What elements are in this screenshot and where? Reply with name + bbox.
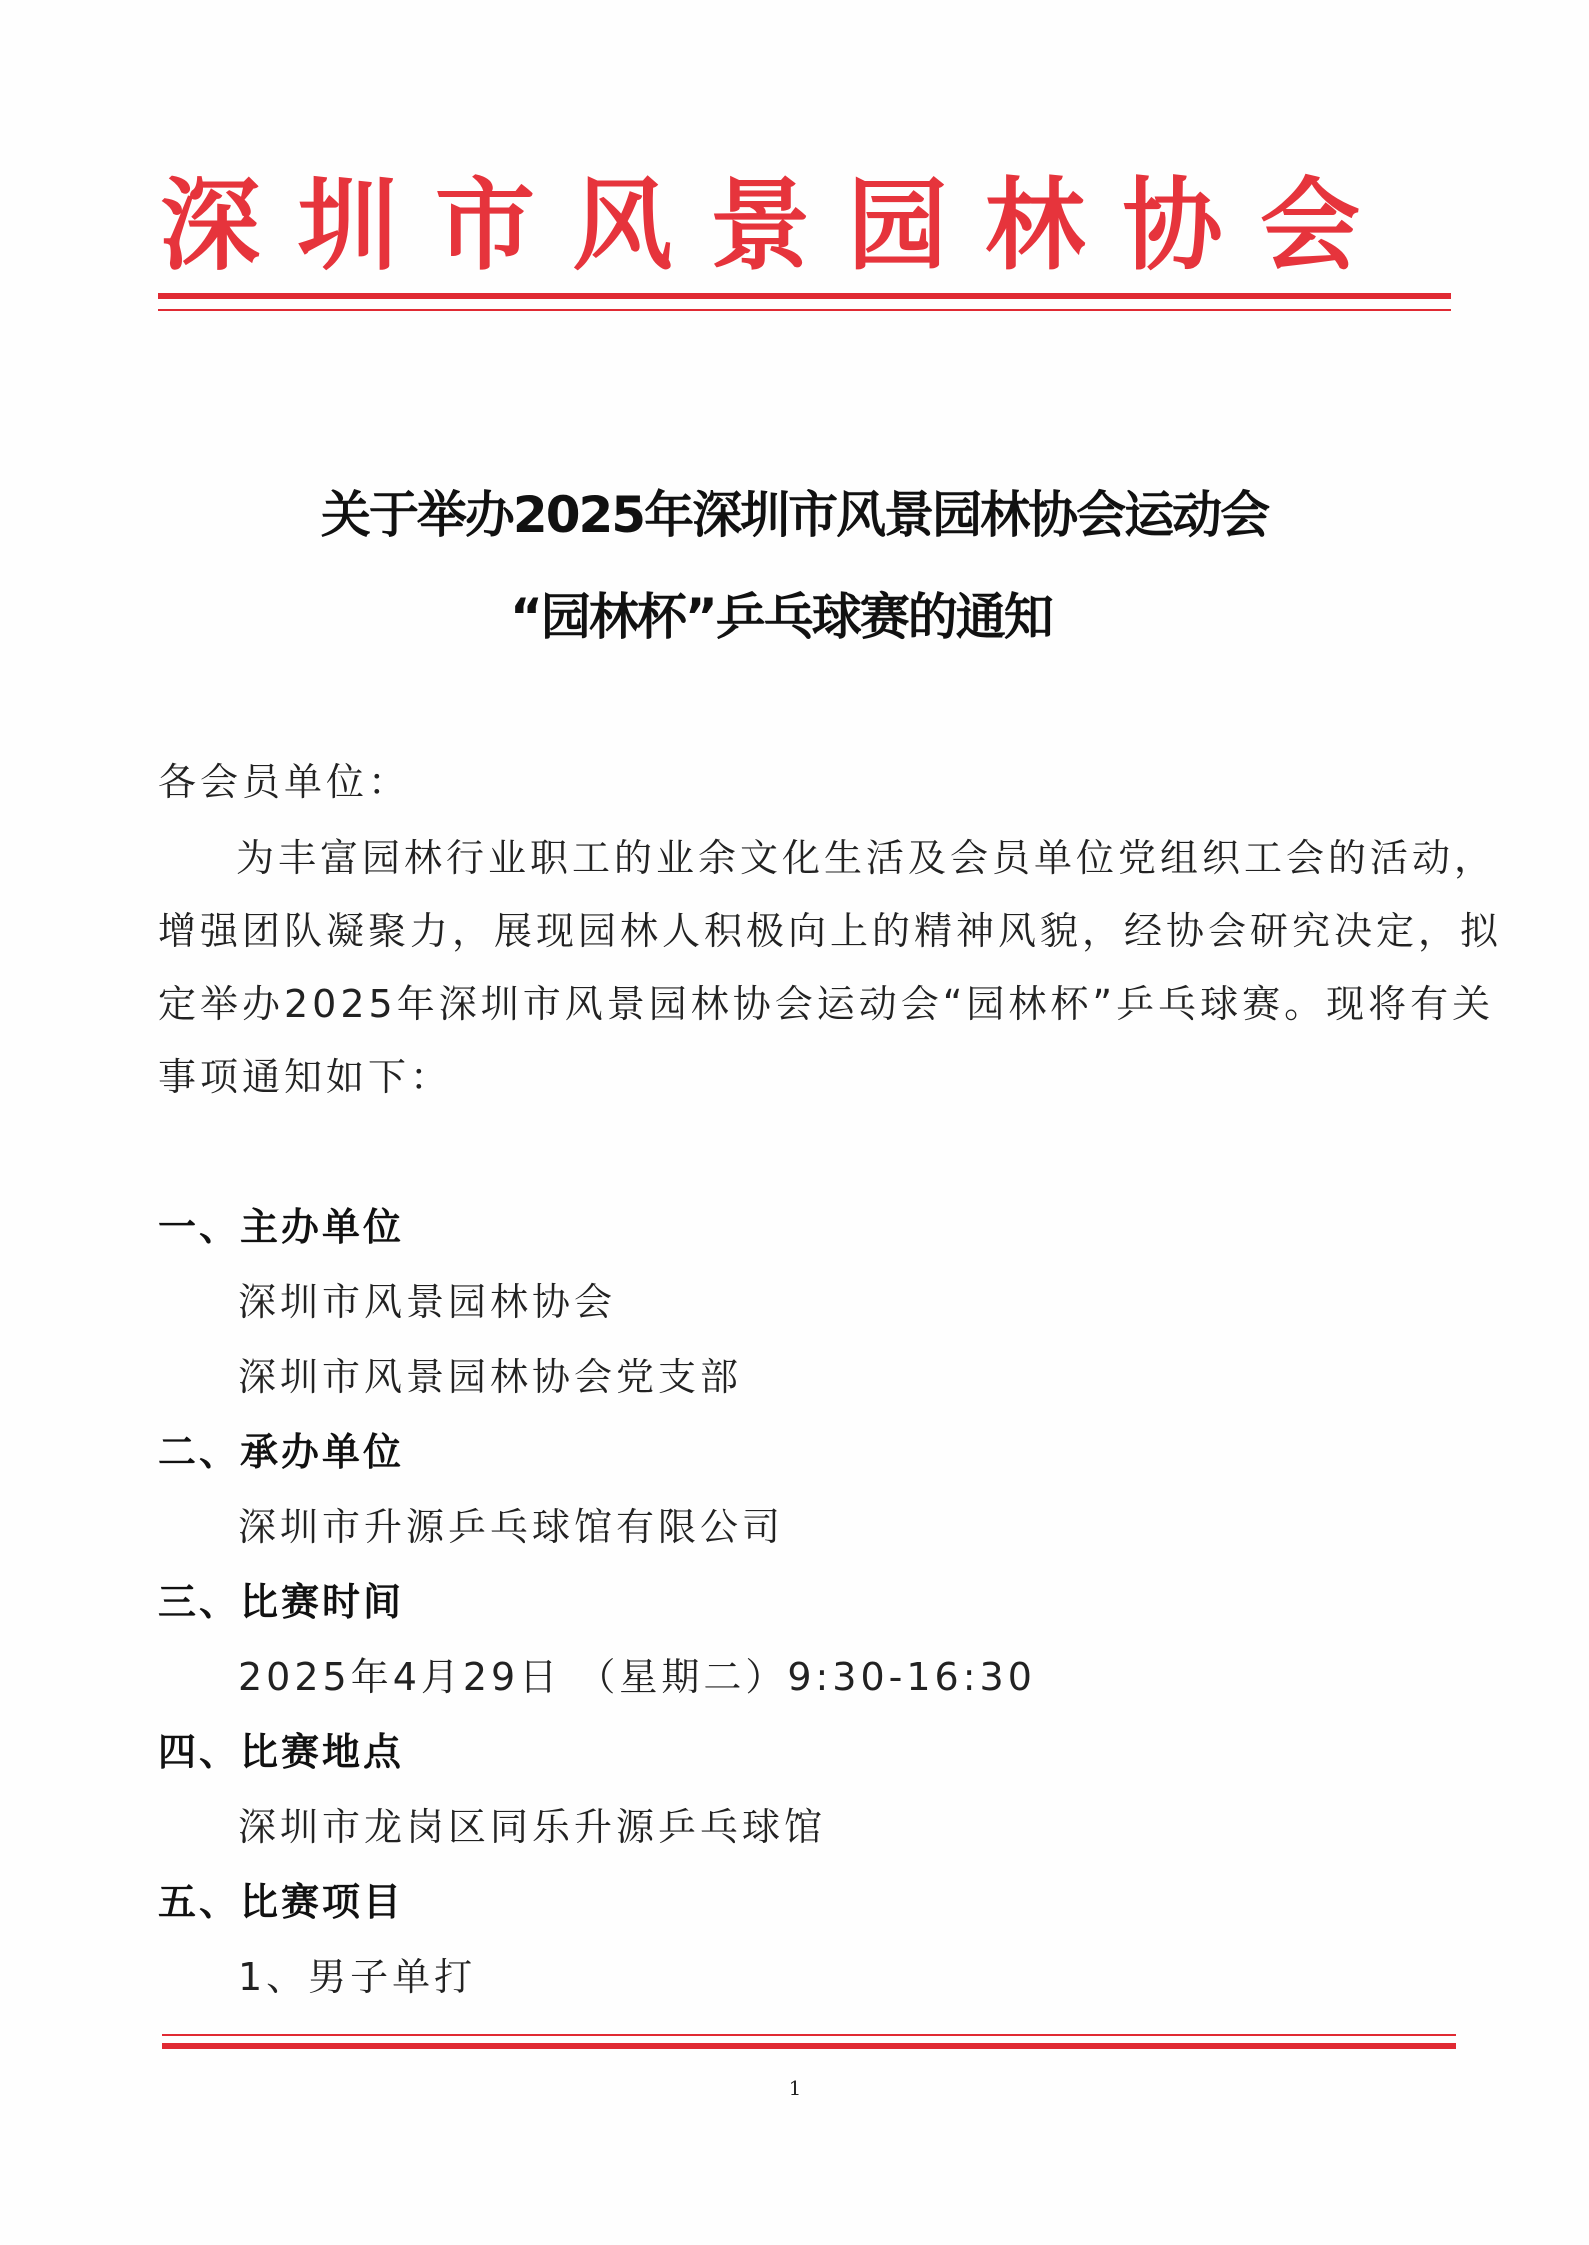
letterhead-char: 景	[710, 166, 810, 284]
page-number: 1	[788, 2076, 802, 2100]
section-item: 2025年4月29日 （星期二）9:30-16:30	[238, 1655, 1036, 1699]
letterhead-char: 协	[1122, 166, 1223, 284]
section-item: 深圳市龙岗区同乐升源乒乓球馆	[238, 1805, 827, 1849]
section-item: 1、男子单打	[238, 1955, 477, 1999]
letterhead-char: 风	[572, 166, 673, 284]
section-heading-events: 五、比赛项目	[158, 1880, 405, 1924]
section-item: 深圳市风景园林协会	[238, 1280, 617, 1324]
letterhead-char: 林	[985, 166, 1085, 284]
intro-paragraph-line: 定举办2025年深圳市风景园林协会运动会“园林杯”乒乓球赛。现将有关	[158, 982, 1495, 1026]
salutation: 各会员单位：	[158, 760, 411, 804]
section-heading-organizer: 一、主办单位	[158, 1205, 405, 1249]
section-item: 深圳市风景园林协会党支部	[238, 1355, 743, 1399]
section-item: 深圳市升源乒乓球馆有限公司	[238, 1505, 785, 1549]
footer-divider-thin	[162, 2034, 1456, 2036]
section-heading-venue: 四、比赛地点	[158, 1730, 405, 1774]
letterhead-char: 会	[1260, 166, 1360, 284]
letterhead-char: 深	[160, 166, 260, 284]
header-divider-thin	[158, 309, 1451, 311]
letterhead-char: 市	[435, 166, 535, 284]
intro-paragraph-line: 事项通知如下：	[158, 1055, 453, 1099]
footer-divider-thick	[162, 2043, 1456, 2049]
section-heading-host: 二、承办单位	[158, 1430, 405, 1474]
section-heading-time: 三、比赛时间	[158, 1580, 405, 1624]
letterhead-char: 圳	[297, 166, 398, 284]
document-title-line-2: “园林杯”乒乓球赛的通知	[510, 588, 1052, 646]
document-title-line-1: 关于举办2025年深圳市风景园林协会运动会	[320, 486, 1269, 544]
letterhead-char: 园	[847, 166, 948, 284]
intro-paragraph-line: 为丰富园林行业职工的业余文化生活及会员单位党组织工会的活动，	[236, 836, 1497, 880]
header-divider-thick	[158, 293, 1451, 299]
intro-paragraph-line: 增强团队凝聚力，展现园林人积极向上的精神风貌，经协会研究决定，拟	[158, 909, 1503, 953]
organization-letterhead	[160, 165, 1360, 285]
